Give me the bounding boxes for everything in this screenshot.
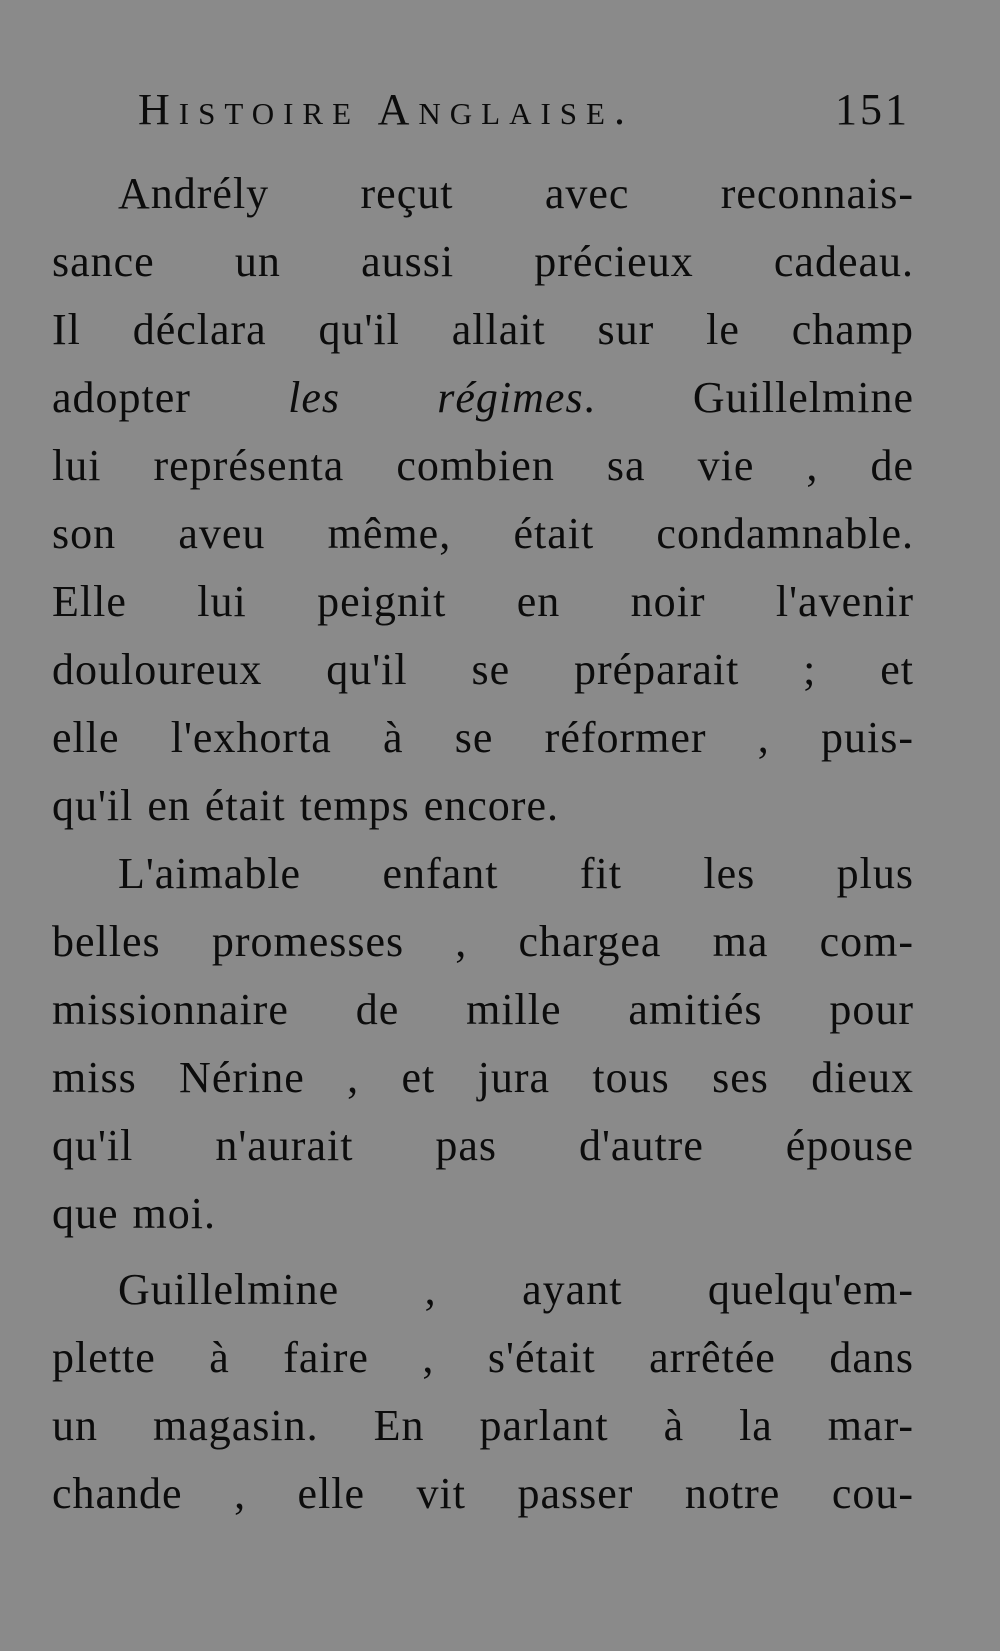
text-line: un magasin. En parlant à la mar- <box>52 1401 914 1450</box>
text-line: qu'il n'aurait pas d'autre épouse <box>52 1121 914 1170</box>
text-line: que moi. <box>52 1189 216 1238</box>
text-line: plette à faire , s'était arrêtée dans <box>52 1333 914 1382</box>
italic-phrase: les régimes <box>288 373 584 422</box>
text-line: miss Nérine , et jura tous ses dieux <box>52 1053 914 1102</box>
text-line: Andrély reçut avec reconnais- <box>118 169 914 218</box>
running-title: Histoire Anglaise. <box>138 85 634 134</box>
page-header <box>138 82 910 138</box>
text-line: Il déclara qu'il allait sur le champ <box>52 305 914 354</box>
text-segment: adopter <box>52 373 289 422</box>
text-line: qu'il en était temps encore. <box>52 781 559 830</box>
text-line: son aveu même, était condamnable. <box>52 509 914 558</box>
text-line: missionnaire de mille amitiés pour <box>52 985 914 1034</box>
text-line <box>52 366 914 430</box>
text-line: Guillelmine , ayant quelqu'em- <box>118 1265 914 1314</box>
text-line: Elle lui peignit en noir l'avenir <box>52 577 914 626</box>
page-number: 151 <box>835 85 910 134</box>
text-segment: . Guillelmine <box>583 373 915 422</box>
text-line: lui représenta combien sa vie , de <box>52 441 914 490</box>
text-line: sance un aussi précieux cadeau. <box>52 237 914 286</box>
text-line: chande , elle vit passer notre cou- <box>52 1469 914 1518</box>
text-line: elle l'exhorta à se réformer , puis- <box>52 713 914 762</box>
text-line: douloureux qu'il se préparait ; et <box>52 645 914 694</box>
text-line: L'aimable enfant fit les plus <box>118 849 914 898</box>
text-line: belles promesses , chargea ma com- <box>52 917 914 966</box>
